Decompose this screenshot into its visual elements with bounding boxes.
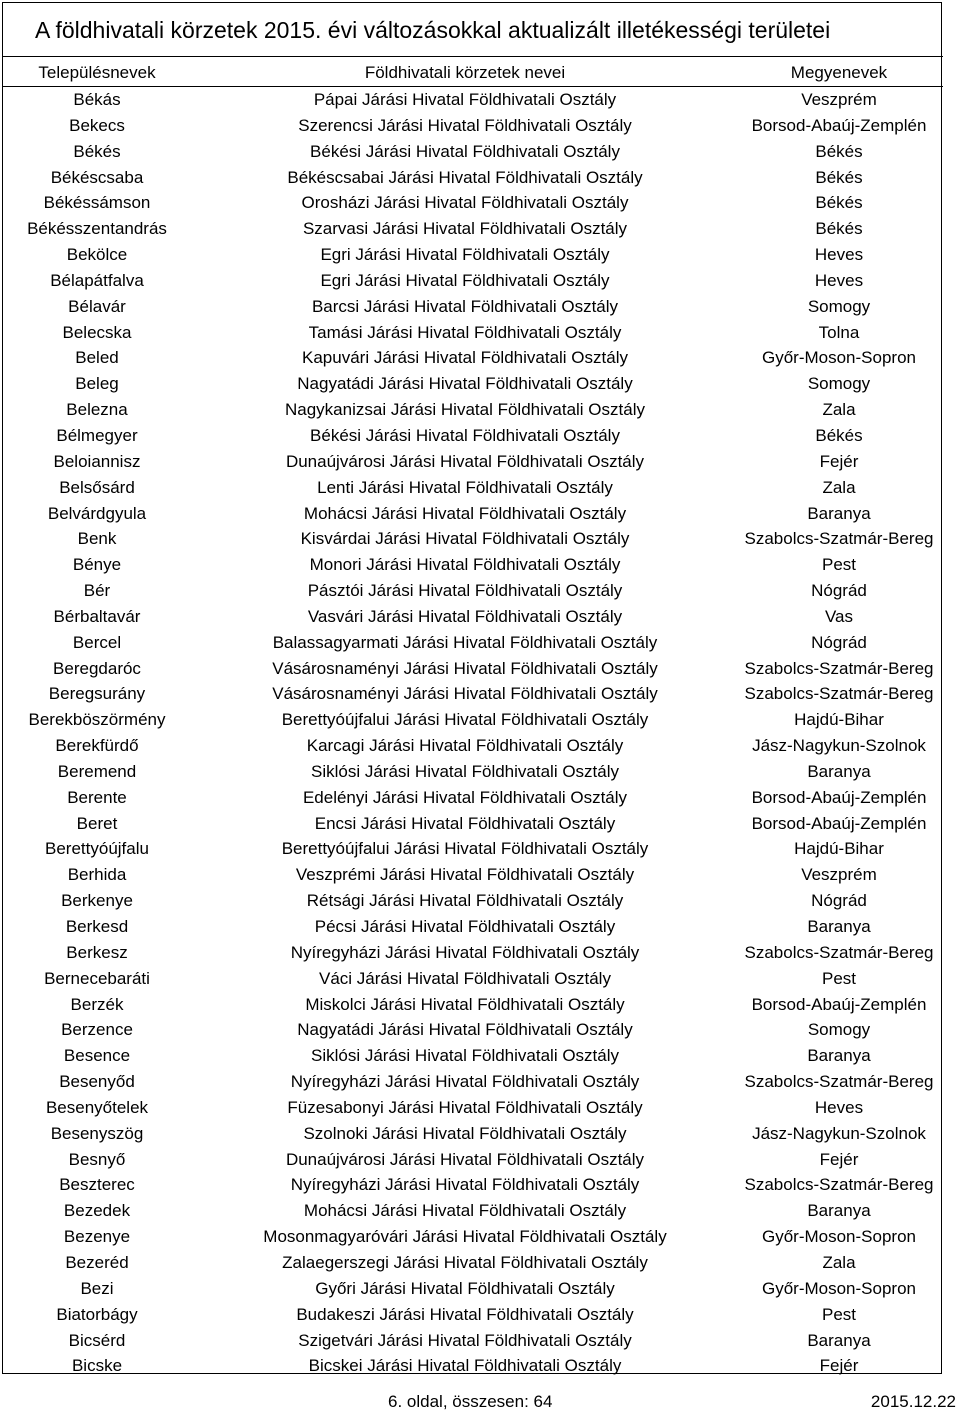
table-row: [3, 940, 943, 966]
cell-county: Szabolcs-Szatmár-Bereg: [744, 1175, 934, 1195]
cell-settlement: Berkenye: [61, 891, 133, 911]
table-row: [3, 1198, 943, 1224]
cell-county: Veszprém: [801, 90, 877, 109]
table-row: [3, 268, 943, 294]
cell-settlement: Bezi: [80, 1278, 114, 1298]
table-row: [3, 1250, 943, 1276]
cell-county: Jász-Nagykun-Szolnok: [752, 1123, 926, 1143]
cell-settlement: Bér: [83, 581, 111, 601]
table-row: [3, 836, 943, 862]
cell-office: Monori Járási Hivatal Földhivatali Osztály: [309, 555, 621, 575]
cell-office: Kapuvári Járási Hivatal Földhivatali Osztály: [302, 348, 628, 368]
cell-office: Vásárosnaményi Járási Hivatal Földhivatali Osztály: [272, 658, 658, 678]
cell-county: Baranya: [807, 1046, 871, 1066]
cell-settlement: Berekfürdő: [55, 736, 139, 756]
page-number: 6. oldal, összesen: 64: [388, 1392, 553, 1411]
cell-county: Nógrád: [811, 581, 867, 601]
table-row: [3, 397, 943, 423]
table-header: [3, 59, 943, 87]
cell-settlement: Békéssámson: [43, 193, 151, 213]
table-row: [3, 1017, 943, 1043]
cell-county: Borsod-Abaúj-Zemplén: [751, 994, 927, 1014]
cell-settlement: Beled: [75, 348, 119, 368]
cell-county: Békés: [815, 193, 863, 213]
cell-county: Győr-Moson-Sopron: [761, 348, 916, 368]
cell-county: Pest: [821, 555, 857, 575]
cell-settlement: Bélavár: [68, 296, 126, 316]
cell-settlement: Berettyóújfalu: [45, 839, 149, 859]
cell-office: Orosházi Járási Hivatal Földhivatali Osztály: [301, 193, 629, 213]
table-row: [3, 992, 943, 1018]
table-row: [3, 1147, 943, 1173]
cell-office: Lenti Járási Hivatal Földhivatali Osztály: [317, 477, 613, 497]
table-row: [3, 190, 943, 216]
cell-settlement: Bicsérd: [68, 1330, 126, 1350]
cell-county: Zala: [822, 1252, 856, 1272]
cell-settlement: Beloiannisz: [53, 451, 141, 471]
cell-office: Váci Járási Hivatal Földhivatali Osztály: [319, 968, 611, 988]
table-body: [3, 87, 943, 1379]
cell-settlement: Berkesd: [65, 917, 129, 936]
cell-office: Győri Járási Hivatal Földhivatali Osztály: [315, 1278, 615, 1298]
cell-settlement: Bénye: [72, 555, 122, 575]
cell-settlement: Besenyszög: [50, 1123, 144, 1143]
table-row: [3, 604, 943, 630]
cell-county: Nógrád: [811, 891, 867, 911]
cell-office: Nyíregyházi Járási Hivatal Földhivatali Osztály: [290, 1072, 640, 1092]
cell-county: Heves: [814, 270, 864, 290]
cell-settlement: Bezedek: [63, 1201, 131, 1221]
cell-settlement: Besenyőd: [59, 1072, 135, 1092]
table-row: [3, 656, 943, 682]
table-row: [3, 785, 943, 811]
cell-office: Pásztói Járási Hivatal Földhivatali Osztály: [307, 581, 623, 601]
cell-county: Veszprém: [801, 865, 877, 885]
table-row: [3, 1302, 943, 1328]
table-row: [3, 759, 943, 785]
cell-settlement: Bernecebaráti: [44, 968, 150, 988]
cell-office: Szerencsi Járási Hivatal Földhivatali Osztály: [298, 115, 632, 135]
cell-settlement: Beszterec: [59, 1175, 135, 1195]
table-row: [3, 1328, 943, 1354]
cell-office: Karcagi Járási Hivatal Földhivatali Osztály: [306, 736, 624, 756]
cell-county: Szabolcs-Szatmár-Bereg: [744, 684, 934, 704]
cell-office: Nyíregyházi Járási Hivatal Földhivatali Osztály: [290, 942, 640, 962]
cell-settlement: Békés: [73, 141, 121, 161]
cell-office: Mohácsi Járási Hivatal Földhivatali Osztály: [303, 503, 627, 523]
table-row: [3, 345, 943, 371]
table-row: [3, 552, 943, 578]
cell-settlement: Besnyő: [68, 1149, 126, 1169]
table-row: [3, 1172, 943, 1198]
cell-office: Nagykanizsai Járási Hivatal Földhivatali Osztály: [285, 400, 645, 420]
cell-settlement: Bekölce: [66, 245, 128, 265]
cell-county: Szabolcs-Szatmár-Bereg: [744, 529, 934, 549]
cell-settlement: Békás: [73, 90, 121, 109]
cell-settlement: Benk: [77, 529, 117, 549]
cell-county: Borsod-Abaúj-Zemplén: [751, 115, 927, 135]
document-title: A földhivatali körzetek 2015. évi változásokkal aktualizált illetékességi területei: [3, 3, 943, 57]
cell-settlement: Besence: [63, 1046, 131, 1066]
cell-settlement: Biatorbágy: [56, 1304, 138, 1324]
cell-settlement: Bekecs: [69, 115, 125, 135]
cell-office: Szigetvári Járási Hivatal Földhivatali Osztály: [298, 1330, 632, 1350]
cell-office: Szarvasi Járási Hivatal Földhivatali Osztály: [302, 219, 628, 239]
cell-office: Vásárosnaményi Járási Hivatal Földhivatali Osztály: [272, 684, 658, 704]
cell-office: Vasvári Járási Hivatal Földhivatali Osztály: [307, 606, 623, 626]
table-row: [3, 578, 943, 604]
cell-county: Baranya: [807, 917, 871, 936]
cell-office: Veszprémi Járási Hivatal Földhivatali Osztály: [295, 865, 635, 885]
table-row: [3, 475, 943, 501]
cell-office: Berettyóújfalui Járási Hivatal Földhivatali Osztály: [281, 710, 649, 730]
cell-office: Siklósi Járási Hivatal Földhivatali Osztály: [311, 761, 619, 781]
cell-office: Mosonmagyaróvári Járási Hivatal Földhivatali Osztály: [263, 1227, 667, 1247]
cell-county: Heves: [814, 245, 864, 265]
cell-county: Somogy: [807, 374, 871, 394]
cell-county: Somogy: [807, 1020, 871, 1040]
cell-settlement: Beregsurány: [48, 684, 146, 704]
cell-settlement: Beremend: [57, 761, 137, 781]
cell-county: Hajdú-Bihar: [794, 839, 884, 859]
cell-office: Egri Járási Hivatal Földhivatali Osztály: [320, 270, 610, 290]
cell-county: Szabolcs-Szatmár-Bereg: [744, 942, 934, 962]
cell-office: Békéscsabai Járási Hivatal Földhivatali Osztály: [287, 167, 643, 187]
cell-county: Zala: [822, 477, 856, 497]
cell-office: Berettyóújfalui Járási Hivatal Földhivatali Osztály: [281, 839, 649, 859]
cell-county: Hajdú-Bihar: [794, 710, 884, 730]
table-row: [3, 1353, 943, 1379]
cell-county: Borsod-Abaúj-Zemplén: [751, 813, 927, 833]
cell-office: Szolnoki Járási Hivatal Földhivatali Osztály: [303, 1123, 627, 1143]
cell-settlement: Belecska: [62, 322, 132, 342]
document-table: [2, 2, 942, 1374]
table-row: [3, 1095, 943, 1121]
cell-county: Borsod-Abaúj-Zemplén: [751, 787, 927, 807]
cell-office: Dunaújvárosi Járási Hivatal Földhivatali Osztály: [285, 451, 645, 471]
cell-office: Rétsági Járási Hivatal Földhivatali Osztály: [306, 891, 624, 911]
table-row: [3, 242, 943, 268]
cell-county: Szabolcs-Szatmár-Bereg: [744, 658, 934, 678]
cell-office: Bicskei Járási Hivatal Földhivatali Osztály: [308, 1356, 622, 1376]
table-row: [3, 811, 943, 837]
table-row: [3, 1276, 943, 1302]
cell-settlement: Berente: [67, 787, 127, 807]
cell-office: Encsi Járási Hivatal Földhivatali Osztály: [314, 813, 616, 833]
table-row: [3, 1069, 943, 1095]
cell-office: Edelényi Járási Hivatal Földhivatali Osztály: [302, 787, 628, 807]
cell-settlement: Belezna: [66, 400, 128, 420]
cell-office: Budakeszi Járási Hivatal Földhivatali Osztály: [296, 1304, 634, 1324]
table-row: [3, 1121, 943, 1147]
cell-settlement: Belsősárd: [59, 477, 135, 497]
cell-county: Békés: [815, 141, 863, 161]
cell-settlement: Bezenye: [63, 1227, 131, 1247]
table-row: [3, 165, 943, 191]
cell-county: Jász-Nagykun-Szolnok: [752, 736, 926, 756]
cell-county: Nógrád: [811, 632, 867, 652]
cell-office: Kisvárdai Járási Hivatal Földhivatali Osztály: [300, 529, 630, 549]
cell-office: Pápai Járási Hivatal Földhivatali Osztály: [313, 90, 617, 109]
cell-settlement: Belvárdgyula: [47, 503, 147, 523]
table-row: [3, 966, 943, 992]
table-row: [3, 423, 943, 449]
table-row: [3, 733, 943, 759]
page-footer: [0, 1390, 960, 1414]
cell-office: Miskolci Járási Hivatal Földhivatali Osztály: [305, 994, 625, 1014]
cell-county: Pest: [821, 968, 857, 988]
cell-settlement: Bélapátfalva: [50, 270, 144, 290]
cell-county: Fejér: [819, 451, 859, 471]
cell-office: Zalaegerszegi Járási Hivatal Földhivatali Osztály: [282, 1252, 648, 1272]
cell-county: Heves: [814, 1097, 864, 1117]
cell-settlement: Beleg: [75, 374, 119, 394]
cell-office: Siklósi Járási Hivatal Földhivatali Osztály: [311, 1046, 619, 1066]
cell-county: Baranya: [807, 503, 871, 523]
cell-settlement: Beret: [76, 813, 118, 833]
cell-settlement: Berkesz: [66, 942, 128, 962]
table-row: [3, 1224, 943, 1250]
cell-office: Nagyatádi Járási Hivatal Földhivatali Osztály: [297, 1020, 633, 1040]
cell-office: Mohácsi Járási Hivatal Földhivatali Osztály: [303, 1201, 627, 1221]
cell-office: Nyíregyházi Járási Hivatal Földhivatali Osztály: [290, 1175, 640, 1195]
table-row: [3, 294, 943, 320]
column-header-county: Megyenevek: [790, 63, 888, 82]
cell-county: Vas: [824, 606, 854, 626]
table-row: [3, 707, 943, 733]
cell-county: Fejér: [819, 1149, 859, 1169]
cell-county: Győr-Moson-Sopron: [761, 1278, 916, 1298]
column-header-office: Földhivatali körzetek nevei: [364, 63, 566, 82]
table-row: [3, 1043, 943, 1069]
cell-settlement: Bicske: [71, 1356, 123, 1376]
footer-date: 2015.12.22: [870, 1392, 956, 1411]
cell-county: Fejér: [819, 1356, 859, 1376]
cell-settlement: Berekböszörmény: [28, 710, 166, 730]
table-row: [3, 681, 943, 707]
cell-county: Tolna: [818, 322, 860, 342]
cell-settlement: Berzék: [70, 994, 124, 1014]
table-row: [3, 449, 943, 475]
cell-office: Békési Járási Hivatal Földhivatali Osztály: [310, 425, 620, 445]
cell-settlement: Bercel: [72, 632, 122, 652]
table-row: [3, 216, 943, 242]
table-row: [3, 320, 943, 346]
cell-county: Szabolcs-Szatmár-Bereg: [744, 1072, 934, 1092]
cell-county: Békés: [815, 425, 863, 445]
table-row: [3, 87, 943, 113]
cell-settlement: Békésszentandrás: [27, 219, 167, 239]
cell-settlement: Berhida: [67, 865, 127, 885]
table-row: [3, 862, 943, 888]
cell-office: Tamási Járási Hivatal Földhivatali Osztály: [308, 322, 622, 342]
table-row: [3, 139, 943, 165]
table-row: [3, 113, 943, 139]
cell-county: Békés: [815, 219, 863, 239]
cell-county: Békés: [815, 167, 863, 187]
cell-office: Barcsi Járási Hivatal Földhivatali Osztály: [311, 296, 619, 316]
cell-office: Békési Járási Hivatal Földhivatali Osztály: [310, 141, 620, 161]
cell-county: Zala: [822, 400, 856, 420]
cell-county: Baranya: [807, 1201, 871, 1221]
cell-office: Nagyatádi Járási Hivatal Földhivatali Osztály: [297, 374, 633, 394]
table-row: [3, 914, 943, 940]
cell-county: Baranya: [807, 761, 871, 781]
cell-settlement: Berzence: [61, 1020, 133, 1040]
cell-county: Somogy: [807, 296, 871, 316]
table-row: [3, 630, 943, 656]
cell-settlement: Békéscsaba: [50, 167, 144, 187]
cell-settlement: Beregdaróc: [53, 658, 141, 678]
table-row: [3, 526, 943, 552]
cell-settlement: Bezeréd: [65, 1252, 129, 1272]
cell-office: Dunaújvárosi Járási Hivatal Földhivatali Osztály: [285, 1149, 645, 1169]
table-row: [3, 371, 943, 397]
column-header-settlement: Településnevek: [38, 63, 156, 82]
table-row: [3, 501, 943, 527]
cell-settlement: Bérbaltavár: [53, 606, 141, 626]
cell-county: Baranya: [807, 1330, 871, 1350]
cell-settlement: Bélmegyer: [56, 425, 138, 445]
cell-settlement: Besenyőtelek: [45, 1097, 149, 1117]
cell-office: Egri Járási Hivatal Földhivatali Osztály: [320, 245, 610, 265]
cell-county: Győr-Moson-Sopron: [761, 1227, 916, 1247]
table-row: [3, 888, 943, 914]
cell-office: Füzesabonyi Járási Hivatal Földhivatali Osztály: [287, 1097, 643, 1117]
cell-county: Pest: [821, 1304, 857, 1324]
cell-office: Balassagyarmati Járási Hivatal Földhivatali Osztály: [272, 632, 658, 652]
cell-office: Pécsi Járási Hivatal Földhivatali Osztály: [314, 917, 616, 936]
